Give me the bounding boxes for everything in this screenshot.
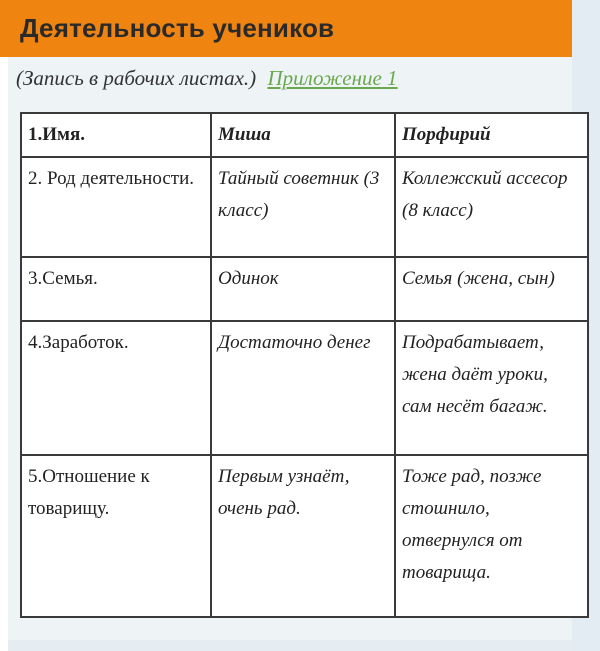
cell-porfiry: Коллежский ассесор (8 класс)	[395, 157, 588, 257]
cell-porfiry: Подрабатывает, жена даёт уроки, сам несёт багаж.	[395, 321, 588, 455]
cell-misha: Одинок	[211, 257, 395, 321]
comparison-table	[20, 112, 589, 618]
table-row	[21, 321, 588, 455]
page-title: Деятельность учеников	[20, 13, 335, 43]
bottom-strip	[8, 640, 572, 651]
row-label: 2. Род деятельности.	[21, 157, 211, 257]
header-cell-name: 1.Имя.	[21, 113, 211, 157]
cell-misha: Тайный советник (3 класс)	[211, 157, 395, 257]
table-row	[21, 455, 588, 617]
appendix-link[interactable]: Приложение 1	[267, 66, 398, 90]
header-cell-porfiry: Порфирий	[395, 113, 588, 157]
table-row	[21, 257, 588, 321]
row-label: 5.Отношение к товарищу.	[21, 455, 211, 617]
subtitle-line	[16, 66, 398, 91]
row-label: 4.Заработок.	[21, 321, 211, 455]
header-bar	[0, 0, 572, 57]
cell-misha: Первым узнаёт, очень рад.	[211, 455, 395, 617]
table-header-row	[21, 113, 588, 157]
row-label: 3.Семья.	[21, 257, 211, 321]
cell-misha: Достаточно денег	[211, 321, 395, 455]
header-cell-misha: Миша	[211, 113, 395, 157]
cell-porfiry: Семья (жена, сын)	[395, 257, 588, 321]
table-row	[21, 157, 588, 257]
subtitle-text: (Запись в рабочих листах.)	[16, 66, 257, 90]
cell-porfiry: Тоже рад, позже стошнило, отвернулся от товарища.	[395, 455, 588, 617]
